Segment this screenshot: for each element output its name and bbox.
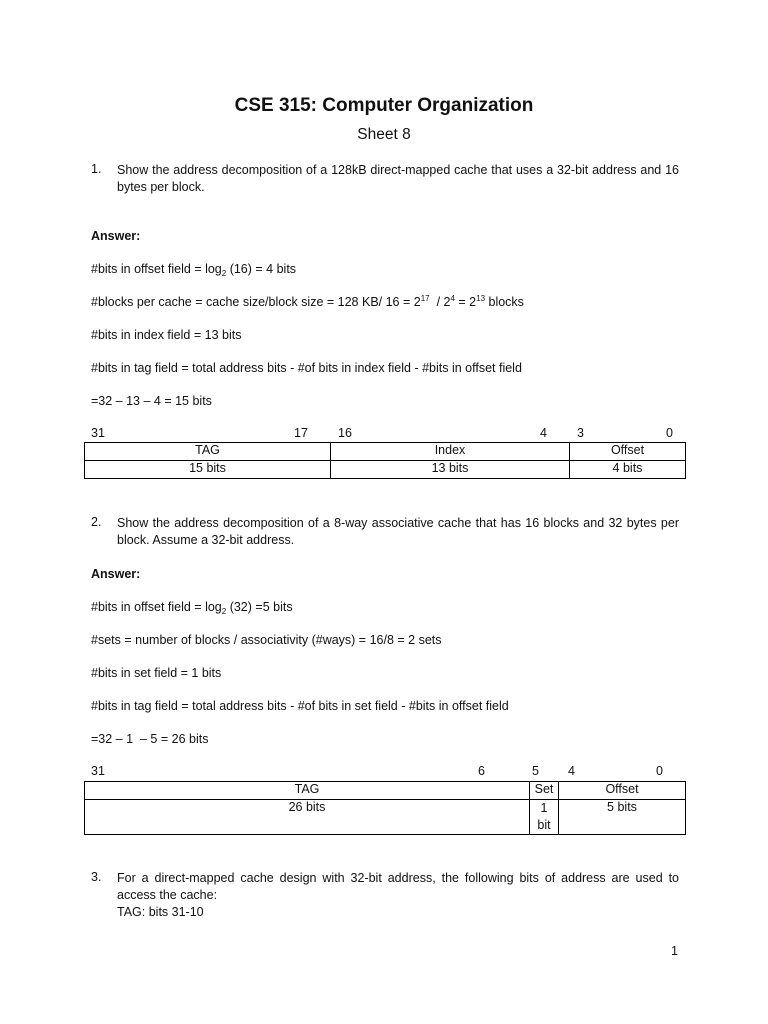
q2-offset-line <box>91 600 293 614</box>
page-number: 1 <box>671 944 678 958</box>
q1-bit-3: 3 <box>577 426 584 440</box>
q1-index-bits: 13 bits <box>331 461 570 479</box>
q2-tag-header: TAG <box>85 782 530 800</box>
q2-bit-31: 31 <box>91 764 105 778</box>
q1-calc-line: =32 – 13 – 4 = 15 bits <box>91 394 212 408</box>
q1-offset-header: Offset <box>570 443 686 461</box>
q1-blocks-text-3: = 2 <box>454 295 477 309</box>
q1-bit-17: 17 <box>294 426 308 440</box>
q1-offset-text: #bits in offset field = log <box>91 262 222 276</box>
table-row <box>85 782 686 800</box>
table-row <box>85 461 686 479</box>
page-title: CSE 315: Computer Organization <box>234 95 534 116</box>
q1-blocks-text-4: blocks <box>485 295 524 309</box>
q2-bit-4: 4 <box>568 764 575 778</box>
q1-index-line: #bits in index field = 13 bits <box>91 328 242 342</box>
q1-offset-result: (16) = 4 bits <box>226 262 297 276</box>
q2-offset-bits: 5 bits <box>559 800 686 835</box>
q2-set-bits-number: 1 <box>540 801 548 815</box>
q1-answer-label: Answer: <box>91 229 141 243</box>
q2-set-field-line: #bits in set field = 1 bits <box>91 666 222 680</box>
q1-offset-log-base: 2 <box>221 269 227 278</box>
q2-tag-bits: 26 bits <box>85 800 530 835</box>
q1-bit-16: 16 <box>338 426 352 440</box>
q2-set-bits-unit: bit <box>537 818 551 832</box>
q1-blocks-exp-2: 4 <box>450 294 455 303</box>
page-subtitle: Sheet 8 <box>357 126 411 143</box>
q2-offset-result: (32) =5 bits <box>226 600 293 614</box>
q1-bit-0: 0 <box>666 426 673 440</box>
question-2-text: Show the address decomposition of a 8-way associative cache that has 16 blocks and 32 bytes per block. Assume a 32-bit address. <box>117 516 679 547</box>
q1-blocks-text: #blocks per cache = cache size/block size = 128 KB/ 16 = 2 <box>91 295 421 309</box>
q2-offset-text: #bits in offset field = log <box>91 600 222 614</box>
question-1-number: 1. <box>91 162 102 176</box>
q2-set-header: Set <box>530 782 559 800</box>
q1-index-header: Index <box>331 443 570 461</box>
question-3-text: For a direct-mapped cache design with 32-bit address, the following bits of address are used to access the cache: <box>117 871 679 902</box>
q2-answer-label: Answer: <box>91 567 141 581</box>
q3-tag-line: TAG: bits 31-10 <box>117 905 204 919</box>
q1-bit-4: 4 <box>540 426 547 440</box>
q2-bit-0: 0 <box>656 764 663 778</box>
q2-bit-6: 6 <box>478 764 485 778</box>
q1-address-table <box>84 442 686 479</box>
q1-offset-bits: 4 bits <box>570 461 686 479</box>
table-row <box>85 443 686 461</box>
q2-address-table <box>84 781 686 835</box>
q2-set-bits <box>530 800 559 835</box>
q1-offset-line <box>91 262 296 276</box>
q1-blocks-text-2: / 2 <box>429 295 451 309</box>
question-1-text: Show the address decomposition of a 128kB direct-mapped cache that uses a 32-bit address and 16 bytes per block. <box>117 163 679 194</box>
q2-sets-line: #sets = number of blocks / associativity (#ways) = 16/8 = 2 sets <box>91 633 442 647</box>
q1-blocks-line <box>91 295 524 309</box>
q1-tag-header: TAG <box>85 443 331 461</box>
q1-blocks-exp-3: 13 <box>476 294 486 303</box>
q1-tag-line: #bits in tag field = total address bits - #of bits in index field - #bits in offset field <box>91 361 522 375</box>
question-3-number: 3. <box>91 870 102 884</box>
q1-blocks-exp-1: 17 <box>420 294 430 303</box>
q2-calc-line: =32 – 1 – 5 = 26 bits <box>91 732 209 746</box>
q2-offset-log-base: 2 <box>221 607 227 616</box>
table-row <box>85 800 686 835</box>
q1-bit-31: 31 <box>91 426 105 440</box>
question-2-number: 2. <box>91 515 102 529</box>
q2-bit-5: 5 <box>532 764 539 778</box>
q1-tag-bits: 15 bits <box>85 461 331 479</box>
q2-tag-line: #bits in tag field = total address bits - #of bits in set field - #bits in offset field <box>91 699 509 713</box>
q2-offset-header: Offset <box>559 782 686 800</box>
